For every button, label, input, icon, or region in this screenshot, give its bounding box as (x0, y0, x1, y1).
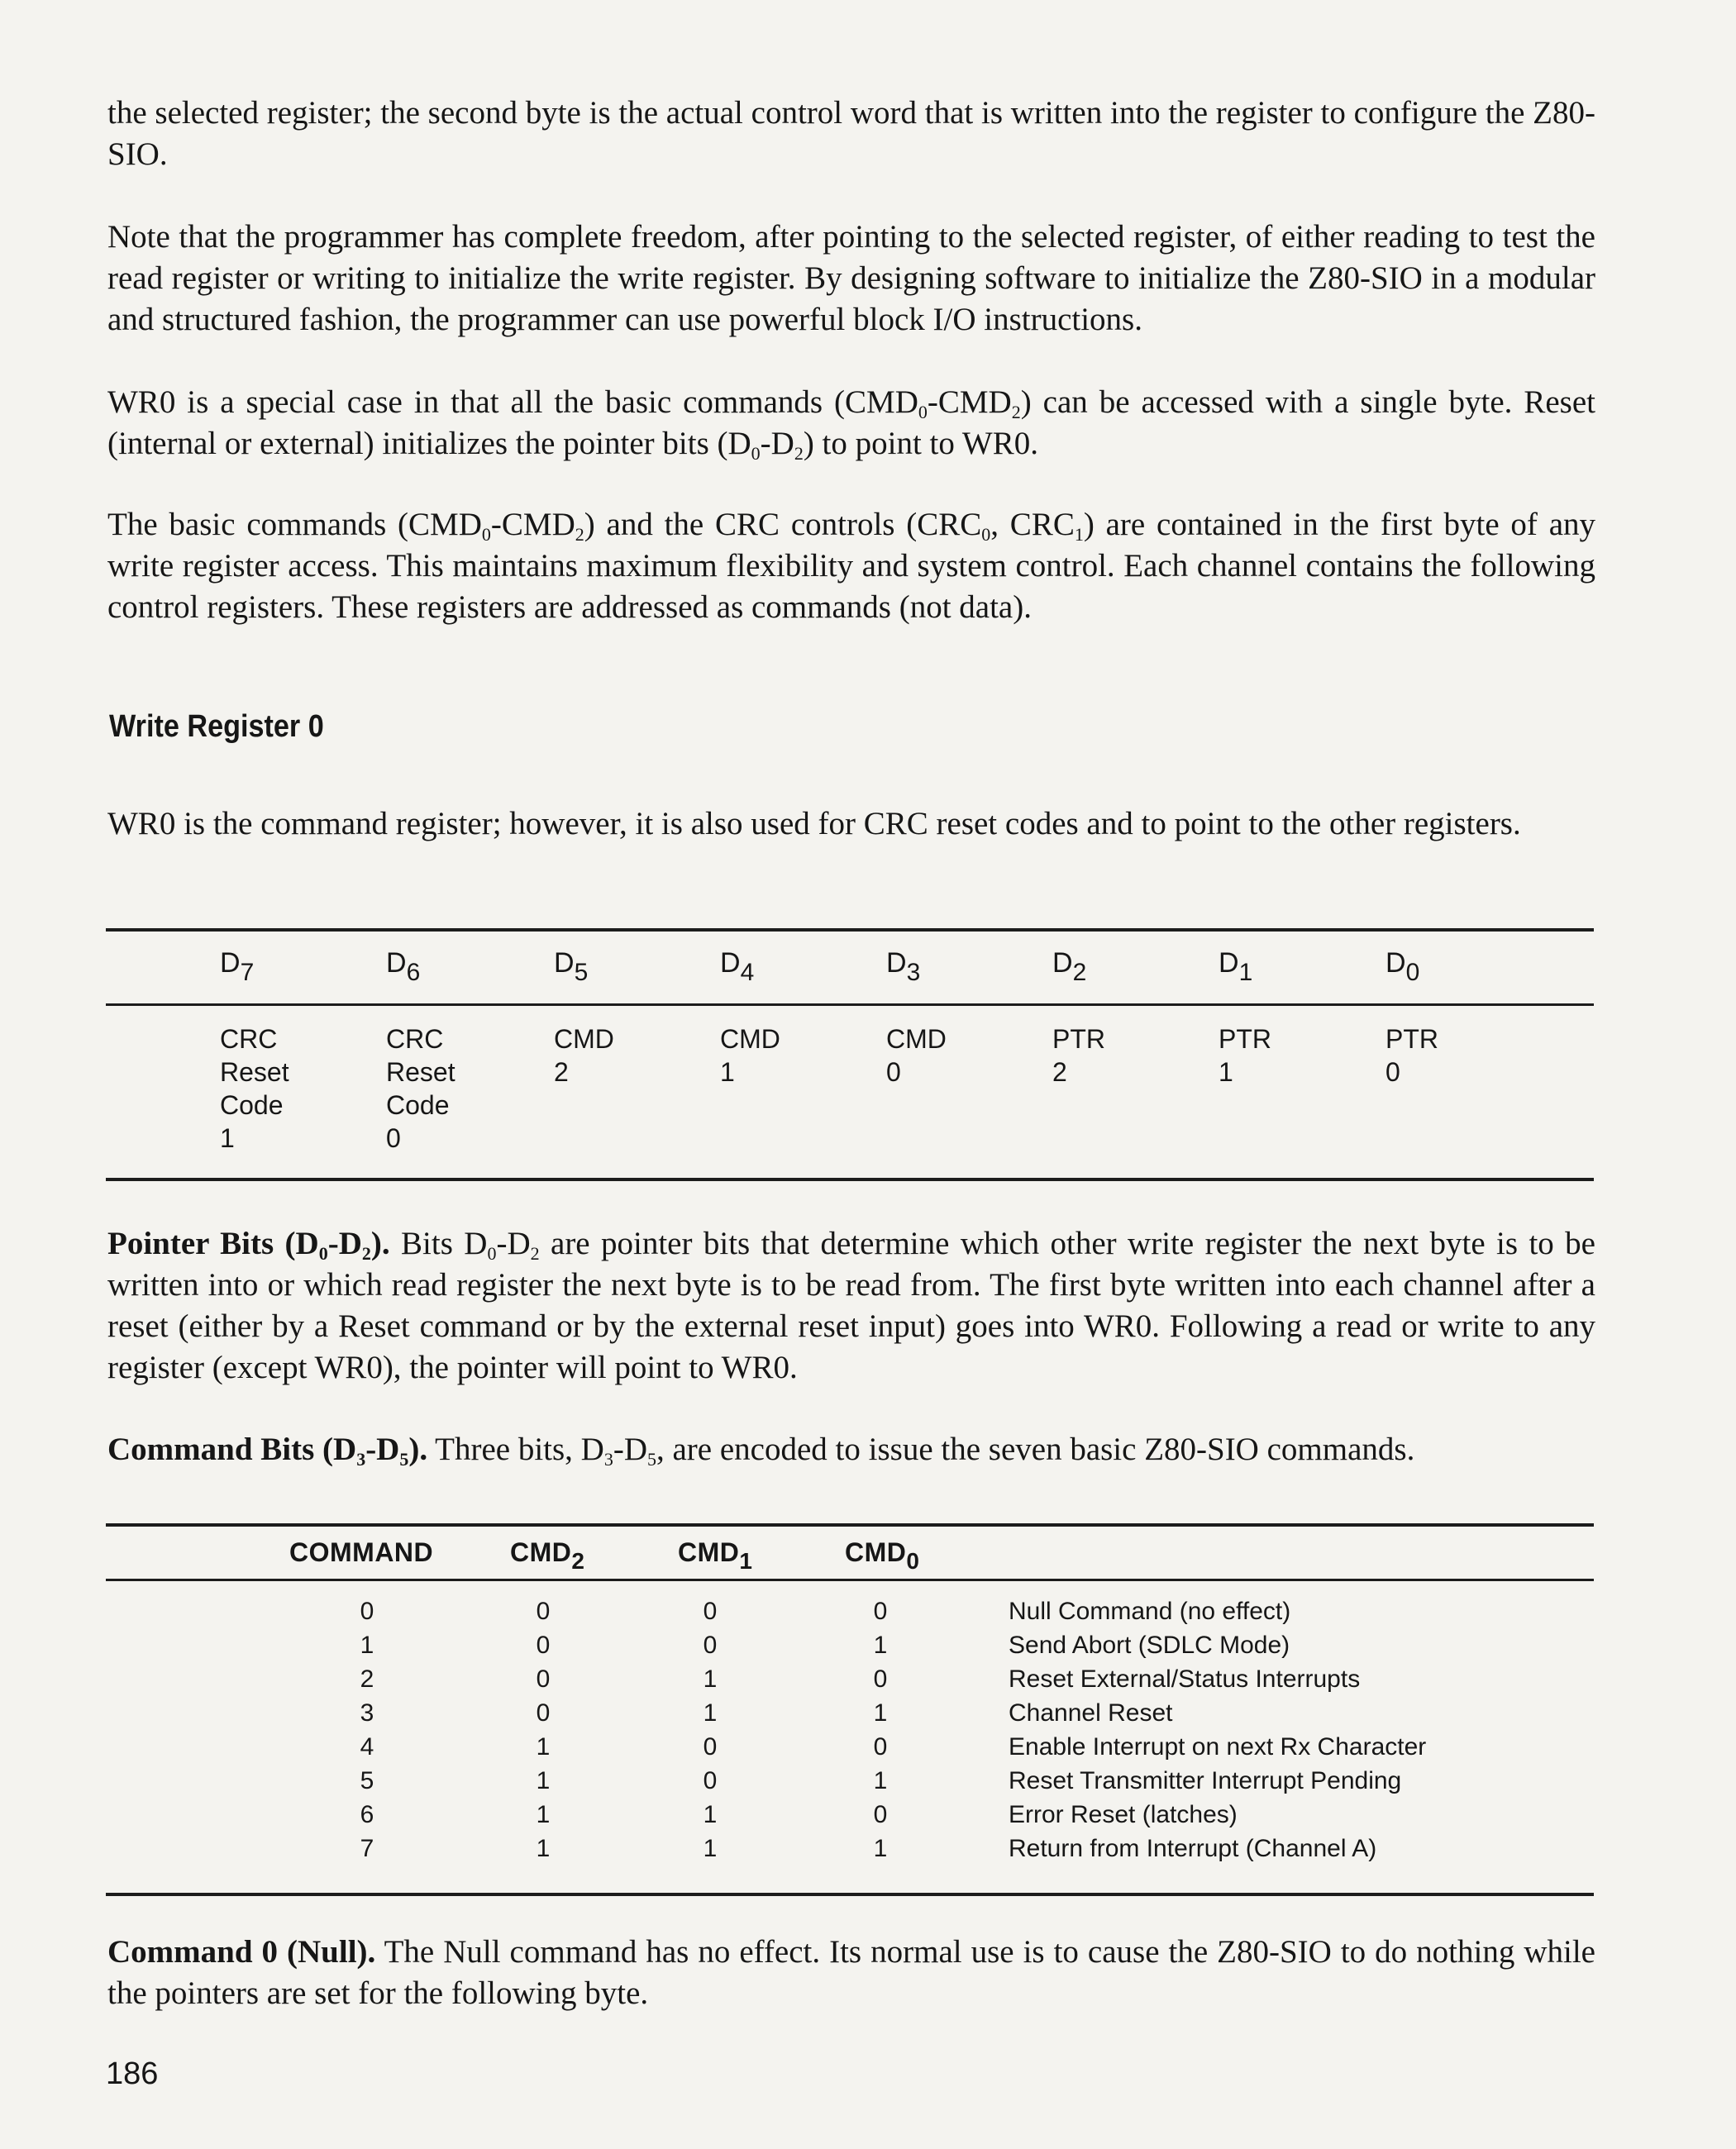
cmd2-header: $CMD_2$ (510, 1537, 585, 1574)
table-row (0, 1696, 1736, 1730)
cmd2-value: 0 (536, 1632, 551, 1659)
cmd1-value: 1 (703, 1699, 718, 1727)
command-number: 6 (360, 1801, 374, 1828)
register-cell: PTR 2 (1052, 1024, 1105, 1087)
cmd1-header: $CMD_1$ (678, 1537, 753, 1574)
register-cell: CRC Reset Code 0 (386, 1024, 455, 1153)
paragraph-command-bits: Command Bits $(D_3-D_5)$. Three bits, $D_3-D_5$, are encoded to issue the seven basic Z80-SIO commands. (107, 1432, 1415, 1470)
cmd1-value: 1 (703, 1835, 718, 1862)
table-row (0, 1798, 1736, 1832)
table-row (0, 1594, 1736, 1628)
command-header: COMMAND (289, 1537, 434, 1567)
cmd0-value: 0 (873, 1801, 888, 1828)
command-description: Reset Transmitter Interrupt Pending (1009, 1767, 1402, 1794)
table-row (0, 1764, 1736, 1798)
register-header: $D_3$ (886, 947, 921, 986)
command-number: 1 (360, 1632, 374, 1659)
cmd1-value: 0 (703, 1598, 718, 1625)
cmd2-value: 0 (536, 1598, 551, 1625)
table-rule-bottom (106, 1178, 1594, 1181)
register-cell: CMD 1 (720, 1024, 780, 1087)
command-description: Channel Reset (1009, 1699, 1173, 1727)
table-row (0, 1662, 1736, 1696)
cmd2-value: 0 (536, 1699, 551, 1727)
register-header: $D_6$ (386, 947, 421, 986)
cmd1-value: 1 (703, 1801, 718, 1828)
cmd0-value: 0 (873, 1665, 888, 1693)
command-table-rule-bottom (106, 1893, 1594, 1896)
cmd2-value: 1 (536, 1835, 551, 1862)
cmd2-value: 1 (536, 1767, 551, 1794)
paragraph-pointer-bits: Pointer Bits $(D_0-D_2)$. Bits $D_0-D_2$ are pointer bits that determine which other write register the next byte is to be written into or which read register the next byte is to be read from. The first byte written into each channel after a reset (either by a Reset command or by the external reset input) goes into WR0. Following a read or write to any register (except WR0), the pointer will point to WR0. (107, 1226, 1595, 1385)
command-description: Send Abort (SDLC Mode) (1009, 1632, 1290, 1659)
paragraph-basic-commands: The basic commands $(CMD_0-CMD_2)$ and the CRC controls ($CRC_0$, $CRC_1$) are contained in the first byte of any write register access. This maintains maximum flexibility and system control. Each channel contains the following control registers. These registers are addressed as commands (not data). (107, 507, 1596, 625)
cmd2-value: 0 (536, 1665, 551, 1693)
cmd0-value: 0 (873, 1733, 888, 1761)
command-number: 2 (360, 1665, 374, 1693)
table-row (0, 1832, 1736, 1865)
register-header: $D_0$ (1385, 947, 1420, 986)
cmd0-value: 1 (873, 1699, 888, 1727)
cmd0-value: 0 (873, 1598, 888, 1625)
cmd2-value: 1 (536, 1801, 551, 1828)
paragraph-wr0-command: WR0 is the command register; however, it is also used for CRC reset codes and to point to the other registers. (107, 806, 1521, 841)
command-number: 7 (360, 1835, 374, 1862)
command-description: Reset External/Status Interrupts (1009, 1665, 1361, 1693)
register-cell: CMD 0 (886, 1024, 947, 1087)
cmd0-header: $CMD_0$ (845, 1537, 920, 1574)
section-heading: Write Register 0 (109, 709, 324, 744)
paragraph-command-null: Command 0 (Null). The Null command has no effect. Its normal use is to cause the Z80-SIO to do nothing while the pointers are set for the following byte. (107, 1934, 1595, 2011)
command-table-rule-top (106, 1523, 1594, 1527)
command-description: Null Command (no effect) (1009, 1598, 1291, 1625)
cmd1-value: 0 (703, 1632, 718, 1659)
paragraph-intro: the selected register; the second byte is the actual control word that is written into the register to configure the Z80-SIO. (107, 95, 1595, 172)
page-number: 186 (106, 2056, 159, 2091)
register-header: $D_7$ (220, 947, 255, 986)
command-description: Error Reset (latches) (1009, 1801, 1238, 1828)
paragraph-programmer-freedom: Note that the programmer has complete freedom, after pointing to the selected register, of either reading to test the read register or writing to initialize the write register. By designing software to initialize the Z80-SIO in a modular and structured fashion, the programmer can use powerful block I/O instructions. (107, 219, 1595, 337)
register-cell: CRC Reset Code 1 (220, 1024, 289, 1153)
table-rule-mid (106, 1003, 1594, 1006)
cmd1-value: 1 (703, 1665, 718, 1693)
cmd0-value: 1 (873, 1632, 888, 1659)
register-header: $D_2$ (1052, 947, 1087, 986)
cmd1-value: 0 (703, 1733, 718, 1761)
command-number: 3 (360, 1699, 374, 1727)
table-row (0, 1730, 1736, 1764)
cmd0-value: 1 (873, 1767, 888, 1794)
command-number: 5 (360, 1767, 374, 1794)
cmd0-value: 1 (873, 1835, 888, 1862)
paragraph-wr0-special: WR0 is a special case in that all the basic commands $(CMD_0-CMD_2)$ can be accessed with a single byte. Reset (internal or external) initializes the pointer bits $(D_0-D_2)$ to point to WR0. (107, 384, 1595, 464)
table-rule-top (106, 928, 1594, 932)
register-header: $D_5$ (554, 947, 589, 986)
register-cell: PTR 1 (1219, 1024, 1271, 1087)
register-cell: PTR 0 (1385, 1024, 1438, 1087)
command-number: 4 (360, 1733, 374, 1761)
register-cell: CMD 2 (554, 1024, 614, 1087)
command-description: Enable Interrupt on next Rx Character (1009, 1733, 1427, 1761)
command-number: 0 (360, 1598, 374, 1625)
command-table-rule-mid (106, 1579, 1594, 1581)
register-header: $D_4$ (720, 947, 755, 986)
command-description: Return from Interrupt (Channel A) (1009, 1835, 1377, 1862)
cmd2-value: 1 (536, 1733, 551, 1761)
table-row (0, 1628, 1736, 1662)
register-header: $D_1$ (1219, 947, 1253, 986)
cmd1-value: 0 (703, 1767, 718, 1794)
